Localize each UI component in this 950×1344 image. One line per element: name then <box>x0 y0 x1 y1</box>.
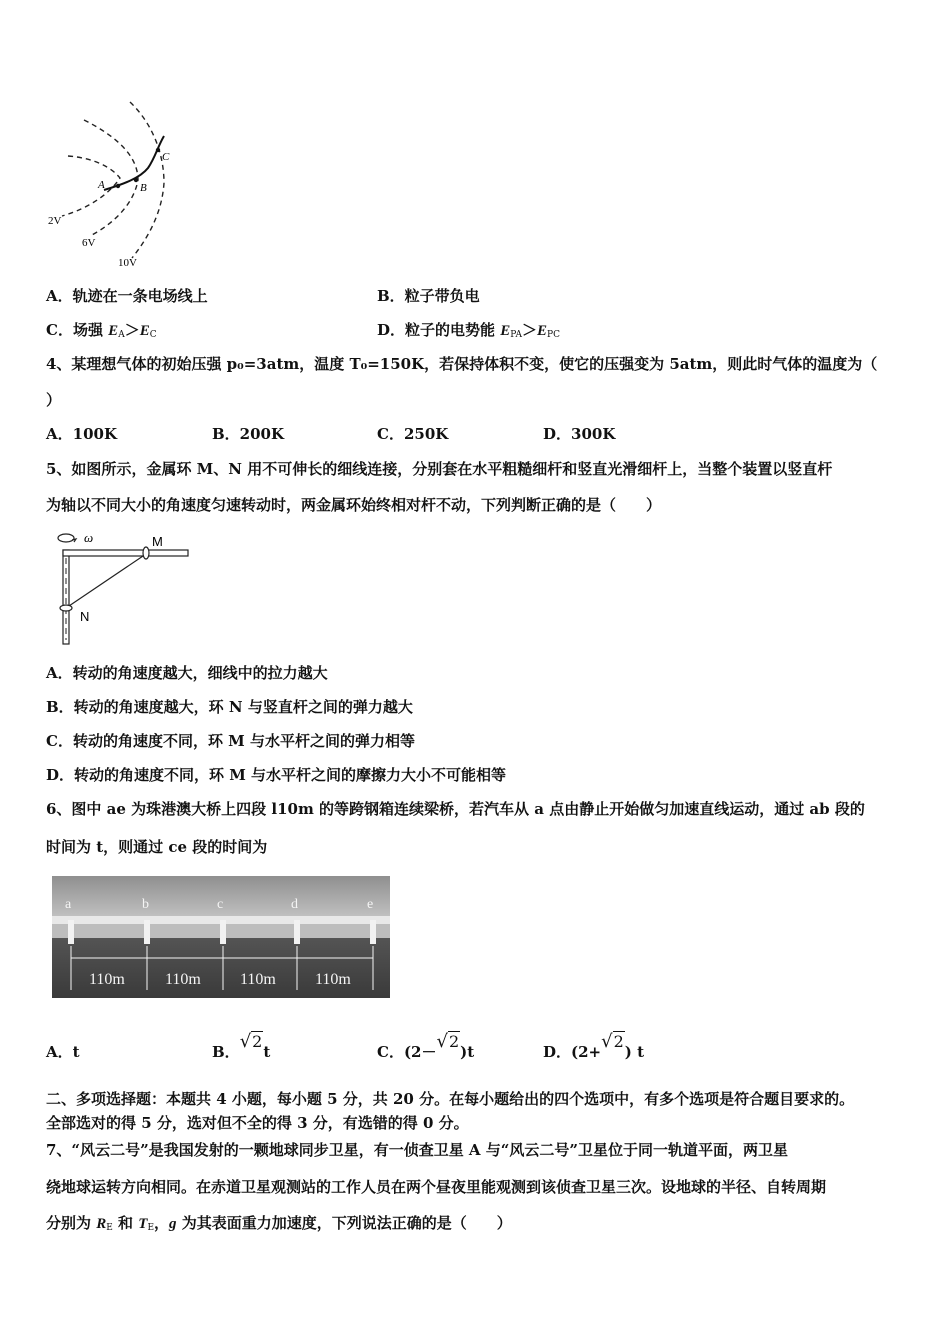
q3-option-a[interactable]: A．轨迹在一条电场线上 <box>46 287 208 305</box>
point-b-marker <box>134 178 138 182</box>
q6-option-c[interactable] <box>377 1031 475 1062</box>
q5-stem-line2: 为轴以不同大小的角速度匀速转动时，两金属环始终相对杆不动，下列判断正确的是（ ） <box>46 496 662 514</box>
point-label-a: a <box>65 897 72 912</box>
field-strength-symbol: E <box>108 323 119 339</box>
q6-option-c-suffix: )t <box>460 1043 475 1061</box>
q7-stem-line3: 分别为 $R_E$ 和 $T_E$，g 为其表面重力加速度，下列说法正确的是（ ） <box>46 1214 512 1233</box>
q6-option-d-suffix: ) t <box>624 1043 645 1061</box>
point-a-marker <box>116 184 120 188</box>
label-c: C <box>162 151 170 163</box>
label-a: A <box>98 179 105 191</box>
point-label-e: e <box>367 897 374 912</box>
rotating-rods-figure <box>48 528 198 648</box>
equipotential-line-2v <box>62 156 120 216</box>
ring-m <box>143 547 149 559</box>
q4-option-b[interactable]: B．200K <box>212 425 285 443</box>
q6-option-d-prefix: D．(2+ <box>543 1043 602 1061</box>
q7-stem-line2: 绕地球运转方向相同。在赤道卫星观测站的工作人员在两个昼夜里能观测到该侦查卫星三次。设地球的半径、自转周期 <box>46 1178 827 1196</box>
label-6v: 6V <box>82 237 96 249</box>
q4-option-c[interactable]: C．250K <box>377 425 449 443</box>
sqrt-symbol: √2 <box>239 1031 263 1052</box>
q3-option-d[interactable] <box>377 320 560 345</box>
potential-energy-symbol: E <box>537 323 548 339</box>
q6-option-a[interactable]: A．t <box>46 1043 80 1061</box>
equipotential-line-6v <box>84 120 138 236</box>
potential-energy-symbol: E <box>500 323 511 339</box>
point-c-marker <box>156 148 160 152</box>
q5-option-c[interactable]: C．转动的角速度不同，环 M 与水平杆之间的弹力相等 <box>46 732 415 750</box>
q6-option-c-prefix: C．(2－ <box>377 1043 437 1061</box>
subscript: PC <box>547 330 560 340</box>
subscript: A <box>118 330 125 340</box>
q3-option-c[interactable] <box>46 320 157 345</box>
span-label-de: 110m <box>315 971 351 988</box>
rotation-period-symbol: T <box>138 1216 148 1232</box>
subscript: C <box>149 330 157 340</box>
label-m: M <box>152 534 163 549</box>
span-label-cd: 110m <box>240 971 276 988</box>
q4-stem-line2: ） <box>46 391 62 409</box>
label-2v: 2V <box>48 215 62 227</box>
section-2-heading-line2: 全部选对的得 5 分，选对但不全的得 3 分，有选错的得 0 分。 <box>46 1114 469 1132</box>
subscript: PA <box>510 330 522 340</box>
field-strength-symbol: E <box>139 323 150 339</box>
q5-option-b[interactable]: B．转动的角速度越大，环 N 与竖直杆之间的弹力越大 <box>46 698 413 716</box>
point-label-c: c <box>217 897 224 912</box>
ring-n <box>60 605 72 611</box>
label-b: B <box>140 182 147 194</box>
q3-option-c-prefix: C．场强 <box>46 321 109 339</box>
sqrt-symbol: √2 <box>436 1031 460 1052</box>
point-label-b: b <box>142 897 149 912</box>
q5-stem-line1: 5、如图所示，金属环 M、N 用不可伸长的细线连接，分别套在水平粗糙细杆和竖直光滑细杆上，当整个装置以竖直杆 <box>46 460 833 478</box>
rotation-arrow-icon <box>58 534 74 542</box>
equipotential-figure <box>40 98 190 270</box>
greater-than: ＞ <box>124 321 140 339</box>
span-label-ab: 110m <box>89 971 125 988</box>
q7-stem-line1: 7、“风云二号”是我国发射的一颗地球同步卫星，有一侦查卫星 A 与“风云二号”卫星位于同一轨道平面，两卫星 <box>46 1141 789 1159</box>
q4-option-a[interactable]: A．100K <box>46 425 117 443</box>
q5-option-d[interactable]: D．转动的角速度不同，环 M 与水平杆之间的摩擦力大小不可能相等 <box>46 766 507 784</box>
q3-option-b[interactable]: B．粒子带负电 <box>377 287 480 305</box>
gravity-symbol: g <box>169 1216 177 1232</box>
q4-stem-line1: 4、某理想气体的初始压强 p₀=3atm，温度 T₀=150K，若保持体积不变，使它的压强变为 5atm，则此时气体的温度为（ <box>46 355 878 373</box>
q5-option-a[interactable]: A．转动的角速度越大，细线中的拉力越大 <box>46 664 328 682</box>
earth-radius-symbol: R <box>96 1216 107 1232</box>
q6-option-b-suffix: t <box>263 1043 271 1061</box>
span-label-bc: 110m <box>165 971 201 988</box>
greater-than: ＞ <box>521 321 537 339</box>
label-n: N <box>80 609 90 624</box>
q6-option-b[interactable] <box>212 1031 271 1062</box>
horizontal-rod <box>63 550 188 556</box>
bridge-photo <box>52 876 390 998</box>
q6-stem-line2: 时间为 t，则通过 ce 段的时间为 <box>46 838 268 856</box>
q6-option-d[interactable] <box>543 1031 645 1062</box>
q4-option-d[interactable]: D．300K <box>543 425 616 443</box>
q6-option-b-prefix: B． <box>212 1043 240 1061</box>
q3-option-d-prefix: D．粒子的电势能 <box>377 321 501 339</box>
point-label-d: d <box>291 897 298 912</box>
section-2-heading-line1: 二、多项选择题：本题共 4 小题，每小题 5 分，共 20 分。在每小题给出的四个选项中，有多个选项是符合题目要求的。 <box>46 1090 855 1108</box>
label-10v: 10V <box>118 257 137 269</box>
q6-stem-line1: 6、图中 ae 为珠港澳大桥上四段 l10m 的等跨钢箱连续梁桥，若汽车从 a 点由静止开始做匀加速直线运动，通过 ab 段的 <box>46 800 865 818</box>
omega-label: ω <box>84 530 94 545</box>
sqrt-symbol: √2 <box>601 1031 624 1052</box>
connecting-string <box>66 554 146 608</box>
